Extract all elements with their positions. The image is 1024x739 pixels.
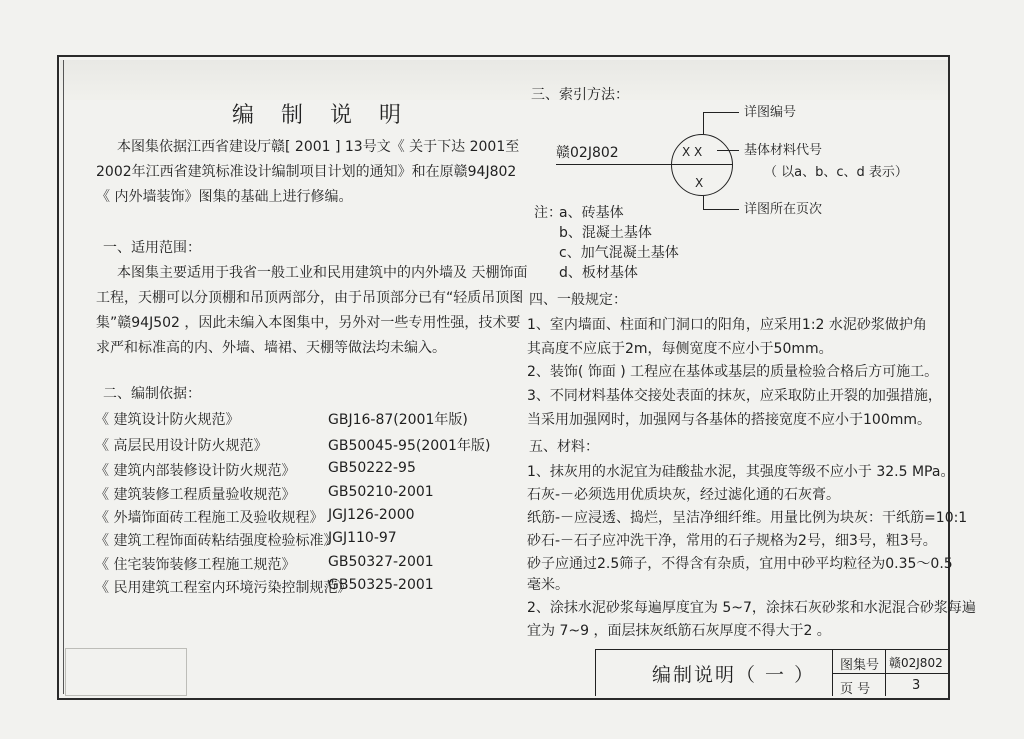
standard-name: 《 住宅装饰装修工程施工规范》 [95,557,296,573]
section-5-line-7: 2、涂抹水泥砂浆每遍厚度宜为 5~7，涂抹石灰砂浆和水泥混合砂浆每遍 [527,600,976,616]
section-4-line-4: 3、不同材料基体交接处表面的抹灰，应采取防止开裂的加强措施， [527,388,942,404]
label-detail-no: 详图编号 [744,105,797,120]
section-1-heading: 一、适用范围： [103,240,201,256]
section-1-line-2: 工程，天棚可以分顶棚和吊顶两部分，由于吊顶部分已有“轻质吊顶图 [96,290,524,306]
section-5-heading: 五、材料： [529,439,599,455]
leader-page [703,209,739,210]
leader-detail-no-vertical [703,112,704,134]
section-4-line-2: 其高度不应底于2m，每侧宽度不应小于50mm。 [527,341,833,357]
page-title: 编 制 说 明 [232,103,411,128]
section-1-line-3: 集”赣94J502 ，因此未编入本图集中，另外对一些专用性强，技术要 [96,315,521,331]
standard-name: 《 建筑工程饰面砖粘结强度检验标准》 [95,533,338,549]
label-base-code: 基体材料代号 [744,143,823,158]
leader-detail-no [703,112,739,113]
standard-name: 《 建筑装修工程质量验收规范》 [95,487,296,503]
section-1-line-1: 本图集主要适用于我省一般工业和民用建筑中的内外墙及 天棚饰面 [117,265,528,281]
section-4-heading: 四、一般规定： [529,292,627,308]
standard-name: 《 民用建筑工程室内环境污染控制规范》 [95,580,352,596]
section-5-line-6: 毫米。 [527,577,569,593]
standard-code: GB50210-2001 [328,484,434,500]
note-item: c、加气混凝土基体 [559,245,679,261]
circle-top-mark: X X [682,145,703,159]
index-leader-line [556,164,671,165]
standard-code: GB50325-2001 [328,577,434,593]
standard-code: JGJ110-97 [328,530,397,546]
label-base-code-note: （ 以a、b、c、d 表示） [764,165,908,180]
titleblock-title: 编制说明（ 一 ） [652,664,816,686]
notes-prefix: 注： [534,205,562,221]
standard-code: GBJ16-87(2001年版) [328,412,468,428]
section-5-line-3: 纸筋-－应浸透、捣烂，呈洁净细纤维。用量比例为块灰：干纸筋=10:1 [527,510,968,526]
titleblock-page-value: 3 [912,678,921,693]
section-3-heading: 三、索引方法： [531,87,629,103]
section-2-heading: 二、编制依据： [103,386,201,402]
leader-page-vertical [703,196,704,209]
titleblock-page-label: 页 号 [840,682,871,697]
standard-code: GB50045-95(2001年版) [328,438,491,454]
bleed-through-block [65,648,187,696]
standard-name: 《 外墙饰面砖工程施工及验收规程》 [95,510,324,526]
standard-code: GB50222-95 [328,460,416,476]
circle-bottom-mark: X [695,176,704,190]
titleblock-atlas-value: 赣02J802 [889,656,943,670]
intro-line-3: 《 内外墙装饰》图集的基础上进行修编。 [96,189,353,205]
section-5-line-5: 砂子应通过2.5筛子，不得含有杂质，宜用中砂平均粒径为0.35～0.5 [527,556,953,572]
leader-base-code [717,150,739,151]
index-reference: 赣02J802 [556,145,619,161]
standard-name: 《 建筑设计防火规范》 [95,412,240,428]
section-5-line-2: 石灰-－必须选用优质块灰，经过滤化通的石灰膏。 [527,487,841,503]
titleblock-atlas-label: 图集号 [840,658,880,673]
note-item: d、板材基体 [559,265,638,281]
section-1-line-4: 求严和标准高的内、外墙、墙裙、天棚等做法均未编入。 [96,340,446,356]
standard-code: GB50327-2001 [328,554,434,570]
standard-code: JGJ126-2000 [328,507,415,523]
section-5-line-4: 砂石-－石子应冲洗干净，常用的石子规格为2号，细3号，粗3号。 [527,533,937,549]
standard-name: 《 建筑内部装修设计防火规范》 [95,463,296,479]
section-5-line-1: 1、抹灰用的水泥宜为硅酸盐水泥，其强度等级不应小于 32.5 MPa。 [527,464,955,480]
note-item: a、砖基体 [559,205,624,221]
frame-inner-line [63,60,64,694]
standard-name: 《 高层民用设计防火规范》 [95,438,268,454]
label-page: 详图所在页次 [744,202,823,217]
section-4-line-5: 当采用加强网时，加强网与各基体的搭接宽度不应小于100mm。 [527,412,931,428]
titleblock-row-divider [832,673,948,674]
section-4-line-1: 1、室内墙面、柱面和门洞口的阳角，应采用1:2 水泥砂浆做护角 [527,317,927,333]
titleblock-left-border [595,649,596,696]
note-item: b、混凝土基体 [559,225,652,241]
index-symbol-divider [671,164,733,165]
intro-line-2: 2002年江西省建筑标准设计编制项目计划的通知》和在原赣94J802 [96,164,517,180]
section-4-line-3: 2、装饰( 饰面 ) 工程应在基体或基层的质量检验合格后方可施工。 [527,364,939,380]
intro-line-1: 本图集依据江西省建设厅赣[ 2001 ] 13号文《 关于下达 2001至 [117,139,520,155]
section-5-line-8: 宜为 7~9 ，面层抹灰纸筋石灰厚度不得大于2 。 [527,623,831,639]
titleblock-top-border [595,649,948,650]
